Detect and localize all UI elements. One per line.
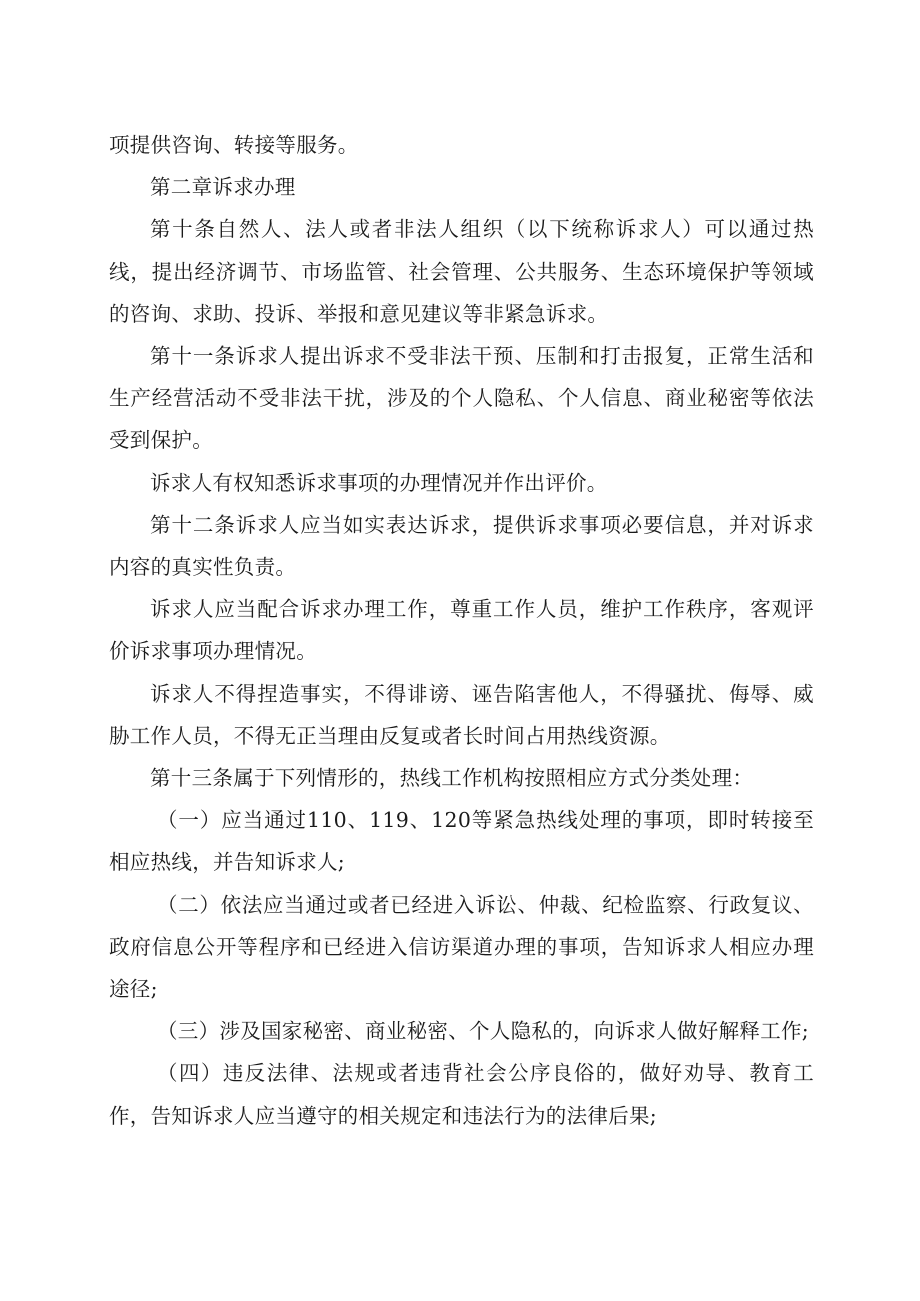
article-12: 第十二条诉求人应当如实表达诉求，提供诉求事项必要信息，并对诉求内容的真实性负责。 bbox=[109, 512, 814, 580]
article-11: 第十一条诉求人提出诉求不受非法干预、压制和打击报复，正常生活和生产经营活动不受非法干扰，涉及的个人隐私、个人信息、商业秘密等依法受到保护。 bbox=[109, 344, 814, 453]
article-12-clause-3: 诉求人不得捏造事实，不得诽谤、诬告陷害他人，不得骚扰、侮辱、威胁工作人员，不得无正当理由反复或者长时间占用热线资源。 bbox=[109, 681, 814, 748]
article-13-item-3: （三）涉及国家秘密、商业秘密、个人隐私的，向诉求人做好解释工作; bbox=[157, 1019, 810, 1044]
article-13-item-4: （四）违反法律、法规或者违背社会公序良俗的，做好劝导、教育工作，告知诉求人应当遵守的相关规定和违法行为的法律后果; bbox=[109, 1061, 814, 1128]
article-13-item-2: （二）依法应当通过或者已经进入诉讼、仲裁、纪检监察、行政复议、政府信息公开等程序和已经进入信访渠道办理的事项，告知诉求人相应办理途径; bbox=[109, 892, 814, 1002]
article-10: 第十条自然人、法人或者非法人组织（以下统称诉求人）可以通过热线，提出经济调节、市场监管、社会管理、公共服务、生态环境保护等领域的咨询、求助、投诉、举报和意见建议等非紧急诉求。 bbox=[109, 217, 814, 326]
article-12-clause-2: 诉求人应当配合诉求办理工作，尊重工作人员，维护工作秩序，客观评价诉求事项办理情况。 bbox=[109, 597, 814, 664]
article-13: 第十三条属于下列情形的，热线工作机构按照相应方式分类处理： bbox=[150, 766, 754, 791]
article-11-clause-2: 诉求人有权知悉诉求事项的办理情况并作出评价。 bbox=[150, 470, 608, 495]
chapter-heading: 第二章诉求办理 bbox=[150, 175, 296, 200]
document-body bbox=[109, 124, 814, 1137]
article-13-item-1: （一）应当通过110、119、120等紧急热线处理的事项，即时转接至相应热线，并告知诉求人; bbox=[109, 808, 814, 875]
paragraph-continuation: 项提供咨询、转接等服务。 bbox=[109, 133, 359, 157]
